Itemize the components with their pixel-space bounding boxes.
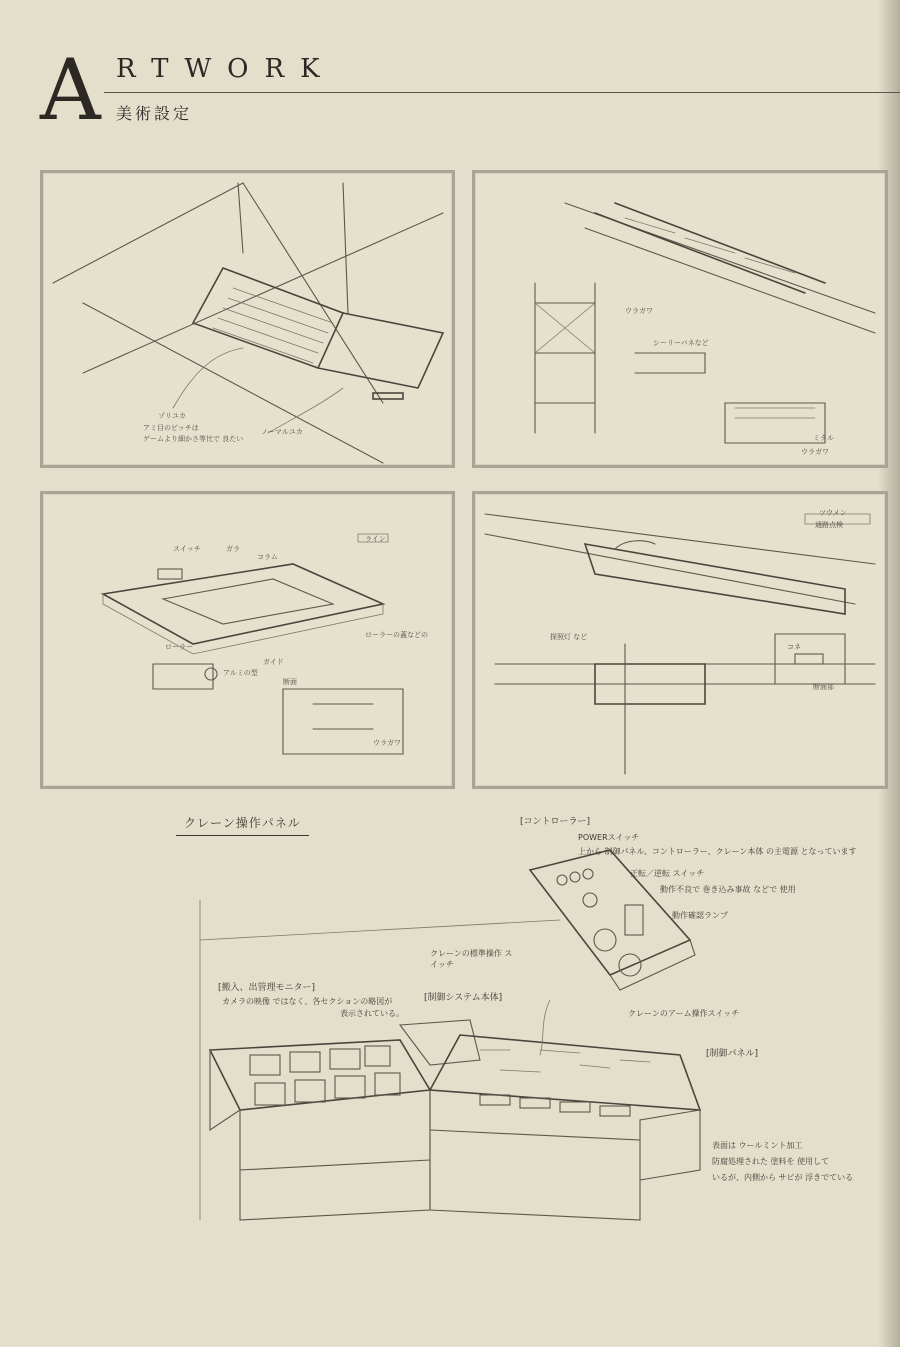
monitor-desc-line1: カメラの映像 ではなく、各セクションの略図が xyxy=(222,997,393,1006)
note-ceiling-spring: シーリーバネなど xyxy=(653,339,709,347)
note-tsuumen: ツウメン xyxy=(819,509,847,517)
control-system-label: [制御システム本体] xyxy=(424,993,503,1003)
note-switch: スイッチ xyxy=(173,545,201,553)
surface-note-line1: 表面は ウールミント加工 xyxy=(712,1141,803,1150)
crane-op-switch-label: クレーンの標準操作 スイッチ xyxy=(430,949,513,969)
surface-note-line2: 防腐処理された 塗料を 使用して xyxy=(712,1157,830,1166)
note-searchlight: 探照灯 など xyxy=(550,633,588,641)
status-lamp-label: 動作確認ランプ xyxy=(672,911,728,920)
sketch-panel-floor-grating xyxy=(40,170,455,468)
note-grating: ゾリユカ xyxy=(158,412,186,420)
note-walkway: 通路点検 xyxy=(815,521,843,529)
note-frame-back: ウラガワ xyxy=(373,739,401,747)
note-aluminum-frame: アルミの型 xyxy=(223,669,258,677)
note-guide: ガイド xyxy=(263,658,284,666)
header-rule xyxy=(104,92,900,93)
control-panel-label: [制御パネル] xyxy=(706,1049,759,1059)
controller-label: [コントローラー] xyxy=(520,817,591,827)
note-roller-cover: ローラーの蓋などの xyxy=(365,631,428,639)
note-gara: ガラ xyxy=(226,545,240,553)
header-initial: A xyxy=(40,41,101,139)
surface-note-line3: いるが、内側から サビが 浮きでている xyxy=(712,1173,854,1182)
floor-grating-sketch xyxy=(43,173,452,465)
sketch-panel-ceiling-rail xyxy=(472,491,888,789)
note-cross-part: 断面部 xyxy=(813,683,834,691)
header-subtitle: 美術設定 xyxy=(116,104,193,123)
note-mesh-pitch: アミ目のビッチは xyxy=(143,424,199,432)
power-switch-label: POWERスイッチ xyxy=(578,833,640,842)
note-kone: コネ xyxy=(787,643,801,651)
note-normal-floor: ノーマルユカ xyxy=(261,428,303,436)
ceiling-truss-sketch xyxy=(475,173,885,465)
header-title: RTWORK xyxy=(116,54,336,84)
sketch-panel-ceiling-truss xyxy=(472,170,888,468)
note-column: コラム xyxy=(257,553,278,561)
sketch-panel-floor-frame xyxy=(40,491,455,789)
power-switch-desc: 上から 制御パネル、コントローラー、クレーン本体 の主電源 となっています xyxy=(578,847,857,856)
ceiling-rail-sketch xyxy=(475,494,885,786)
arm-switch-label: クレーンのアーム操作スイッチ xyxy=(628,1009,740,1018)
monitor-desc-line2: 表示されている。 xyxy=(340,1009,404,1018)
monitor-label: [搬入、出管理モニター] xyxy=(218,983,316,993)
direction-switch-label: 正転／逆転 スイッチ xyxy=(630,869,705,878)
note-back-side: ウラガワ xyxy=(625,307,653,315)
note-roller: ローラー xyxy=(165,643,193,651)
note-mesh-game: ゲームより細かさ等比で 良たい xyxy=(143,435,244,443)
direction-switch-desc: 動作不良で 巻き込み事故 などで 使用 xyxy=(660,885,796,894)
note-line: ライン xyxy=(365,535,386,543)
crane-panel-heading: クレーン操作パネル xyxy=(176,814,309,836)
note-mital: ミタル xyxy=(813,434,834,442)
note-cross-section: 断面 xyxy=(283,678,297,686)
note-back-side-2: ウラガワ xyxy=(801,448,829,456)
